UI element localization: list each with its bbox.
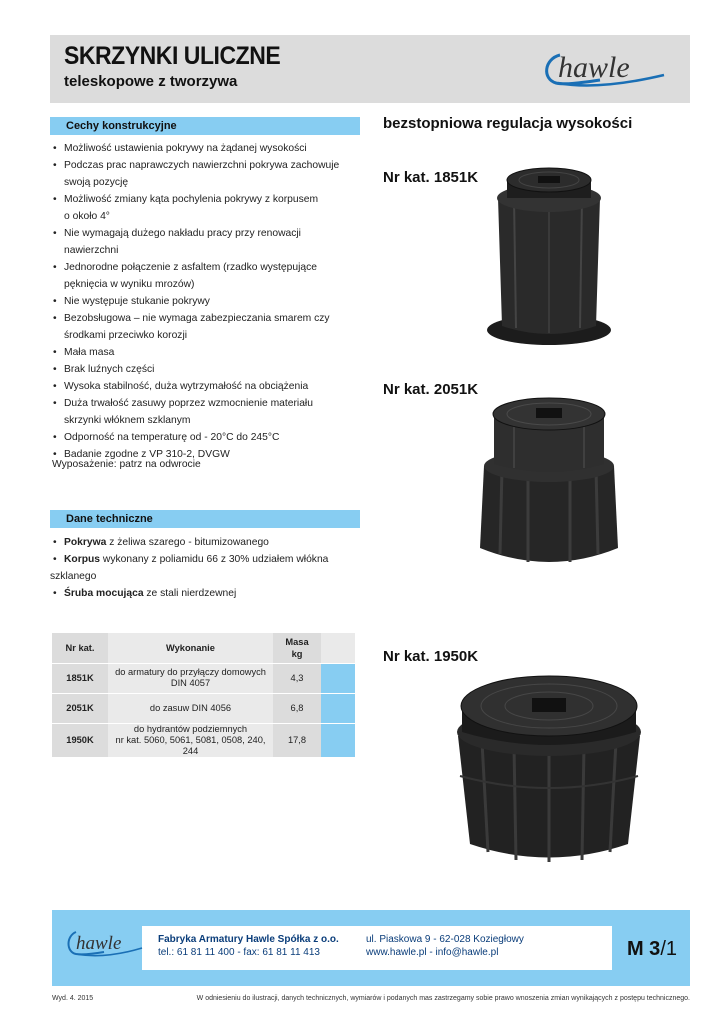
- product-label-1950k: Nr kat. 1950K: [383, 648, 479, 665]
- regulation-heading: bezstopniowa regulacja wysokości: [383, 115, 633, 132]
- feature-item: • Duża trwałość zasuwy poprzez wzmocnienie materiału: [53, 398, 313, 409]
- svg-text:hawle: hawle: [76, 933, 122, 954]
- hawle-logo: [540, 49, 668, 89]
- tech-item-cover: • Pokrywa z żeliwa szarego - bitumizowanego: [53, 537, 269, 548]
- feature-item: • Nie występuje stukanie pokrywy: [53, 296, 210, 307]
- disclaimer: W odniesieniu do ilustracji, danych technicznych, wymiarów i podanych mas zastrzegamy sobie prawo wnoszenia zmian wynikających z postępu technicznego.: [196, 995, 690, 1002]
- feature-item: • Wysoka stabilność, duża wytrzymałość na obciążenia: [53, 381, 309, 392]
- feature-item-cont: swoją pozycję: [64, 177, 129, 188]
- product-image-2051k: [474, 386, 624, 576]
- page-header: [50, 35, 690, 103]
- feature-item: • Możliwość zmiany kąta pochylenia pokrywy z korpusem: [53, 194, 319, 205]
- tech-item-body-cont: szklanego: [50, 571, 97, 582]
- feature-item: • Bezobsługowa – nie wymaga zabezpieczania smarem czy: [53, 313, 330, 324]
- company-phone: tel.: 61 81 11 400 - fax: 61 81 11 413: [158, 947, 320, 958]
- logo-text: hawle: [558, 51, 630, 84]
- feature-item-cont: środkami przeciwko korozji: [64, 330, 188, 341]
- company-web[interactable]: www.hawle.pl - info@hawle.pl: [366, 947, 499, 958]
- equipment-note: Wyposażenie: patrz na odwrocie: [52, 459, 201, 470]
- header-blank: [321, 633, 355, 663]
- feature-item: • Badanie zgodne z VP 310-2, DVGW: [53, 449, 230, 460]
- table-row: 2051K do zasuw DIN 4056 6,8: [52, 693, 355, 723]
- table-row: 1851K do armatury do przyłączy domowych DIN 4057 4,3: [52, 663, 355, 693]
- table-row: 1950K do hydrantów podziemnych nr kat. 5060, 5061, 5081, 0508, 240, 244 17,8: [52, 723, 355, 757]
- feature-item: • Brak luźnych części: [53, 364, 155, 375]
- features-list: [50, 140, 360, 463]
- page-title: SKRZYNKI ULICZNE: [64, 42, 281, 70]
- feature-item-cont: o około 4°: [64, 211, 110, 222]
- technical-heading: Dane techniczne: [50, 510, 360, 528]
- tech-item-screw: • Śruba mocująca ze stali nierdzewnej: [53, 588, 237, 599]
- feature-item: • Nie wymagają dużego nakładu pracy przy renowacji: [53, 228, 301, 239]
- header-nr: Nr kat.: [52, 633, 108, 663]
- product-label-1851k: Nr kat. 1851K: [383, 169, 479, 186]
- table-header-row: [52, 633, 355, 663]
- footer-hawle-logo: [64, 928, 144, 960]
- feature-item: • Jednorodne połączenie z asfaltem (rzadko występujące: [53, 262, 317, 273]
- feature-item: • Podczas prac naprawczych nawierzchni pokrywa zachowuje: [53, 160, 340, 171]
- feature-item: • Mała masa: [53, 347, 115, 358]
- feature-item-cont: pęknięcia w wyniku mrozów): [64, 279, 195, 290]
- feature-item-cont: nawierzchni: [64, 245, 119, 256]
- tech-item-body: • Korpus wykonany z poliamidu 66 z 30% udziałem włókna: [53, 554, 329, 565]
- feature-item: • Odporność na temperaturę od - 20°C do 245°C: [53, 432, 280, 443]
- features-heading: Cechy konstrukcyjne: [50, 117, 360, 135]
- page-subtitle: teleskopowe z tworzywa: [64, 73, 238, 90]
- technical-list: [50, 534, 360, 602]
- header-wykonanie: Wykonanie: [108, 633, 273, 663]
- document-code: M 3/1: [626, 938, 677, 960]
- feature-item-cont: skrzynki włóknem szklanym: [64, 415, 191, 426]
- product-image-1851k: [484, 158, 614, 348]
- feature-item: • Możliwość ustawienia pokrywy na żądanej wysokości: [53, 143, 307, 154]
- spec-table: [52, 633, 355, 758]
- product-image-1950k: [444, 666, 654, 871]
- company-name: Fabryka Armatury Hawle Spółka z o.o.: [158, 934, 339, 945]
- company-address: ul. Piaskowa 9 - 62-028 Koziegłowy: [366, 934, 524, 945]
- edition: Wyd. 4. 2015: [52, 995, 94, 1002]
- header-masa: Masa kg: [273, 633, 321, 663]
- product-label-2051k: Nr kat. 2051K: [383, 381, 479, 398]
